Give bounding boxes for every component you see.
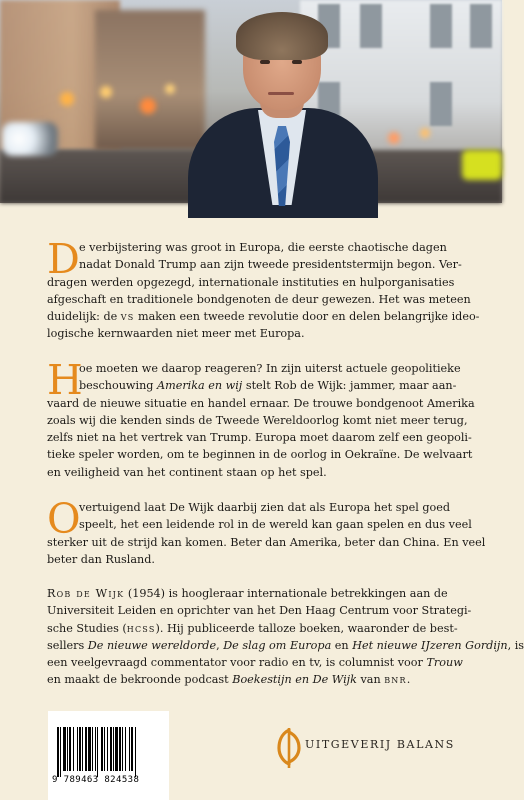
isbn-number: 9 789463 824538 [52,775,140,785]
text-line: afgeschaft en traditionele bondgenoten de deur gewezen. Het was meteen [47,292,471,306]
text-line: oe moeten we daarop reageren? In zijn uiterst actuele geopolitieke [79,362,461,375]
barcode-bar [131,727,133,771]
barcode-bar [82,727,83,771]
text-line: en veiligheid van het continent staan op het spel. [47,465,327,479]
text-line: beter dan Rusland. [47,552,155,566]
text-line: logische kernwaarden niet meer met Europa. [47,327,305,341]
barcode-bar [129,727,130,771]
barcode-bar [101,727,103,771]
text-line: dragen werden opgezegd, internationale instituties en hulporganisaties [47,275,455,289]
author-bio [47,585,524,689]
dropcap: D [47,235,80,283]
text-line: Rob de Wijk (1954) is hoogleraar internationale betrekkingen aan de [47,587,448,600]
barcode-bar [119,727,121,771]
barcode-bar [122,727,123,771]
barcode-bar [63,727,66,771]
text-line: speelt, het een leidende rol in de wereld kan gaan spelen en dus veel [79,518,472,532]
text-line: en maakt de bekroonde podcast Boekestijn en De Wijk van bnr. [47,673,411,687]
barcode-bar [57,727,59,777]
text-line: zelfs niet na het vertrek van Trump. Europa moet daarom zelf een geopoli- [47,431,472,445]
text-line: sche Studies (hcss). Hij publiceerde talloze boeken, waaronder de best- [47,621,458,635]
text-line: Universiteit Leiden en oprichter van het Den Haag Centrum voor Strategi- [47,604,472,618]
dropcap: O [47,495,81,543]
barcode-bar [125,727,126,771]
barcode-bar [135,727,136,777]
barcode-bar [73,727,74,771]
author-photo [0,0,502,203]
text-line: sterker uit de strijd kan komen. Beter dan Amerika, beter dan China. En veel [47,535,486,549]
text-line: sellers De nieuwe wereldorde, De slag om Europa en Het nieuwe IJzeren Gordijn, is [47,638,524,652]
text-line: vaard de nieuwe situatie en handel ernaar. De trouwe bondgenoot Amerika [47,396,475,410]
barcode-bar [79,727,81,771]
blurb-paragraph-2 [47,356,475,481]
blurb-paragraph-1 [47,235,480,343]
barcode-bar [113,727,114,771]
barcode-bar [69,727,71,771]
text-line: vertuigend laat De Wijk daarbij zien dat als Europa het spel goed [79,501,451,514]
barcode-bar [85,727,87,771]
text-line: een veelgevraagd commentator voor radio en tv, is columnist voor Trouw [47,656,463,670]
dropcap: H [47,356,83,404]
barcode-bars [57,727,161,771]
balans-logo-icon [275,728,303,768]
barcode-bar [60,727,61,777]
barcode-bar [97,727,98,777]
barcode-bar [110,727,112,771]
text-line: nadat Donald Trump aan zijn tweede presidentstermijn begon. Ver- [79,258,462,272]
author-portrait [188,0,378,203]
barcode-bar [95,727,96,771]
blurb-paragraph-3 [47,495,486,568]
text-line: beschouwing Amerika en wij stelt Rob de Wijk: jammer, maar aan- [79,379,457,393]
barcode-bar [92,727,93,771]
text-line: e verbijstering was groot in Europa, die eerste chaotische dagen [79,241,447,254]
barcode-bar [104,727,105,771]
isbn-barcode [48,711,169,800]
barcode-bar [88,727,91,771]
barcode-bar [115,727,118,771]
text-line: tieke speler worden, om te beginnen in de oorlog in Oekraïne. De welvaart [47,448,473,462]
barcode-bar [107,727,108,771]
publisher-name: UITGEVERIJ BALANS [305,738,455,751]
barcode-bar [77,727,78,771]
text-line: duidelijk: de vs maken een tweede revolutie door en delen belangrijke ideo- [47,310,480,324]
barcode-bar [67,727,68,771]
text-line: zoals wij die kenden sinds de Tweede Wereldoorlog komt niet meer terug, [47,413,468,427]
